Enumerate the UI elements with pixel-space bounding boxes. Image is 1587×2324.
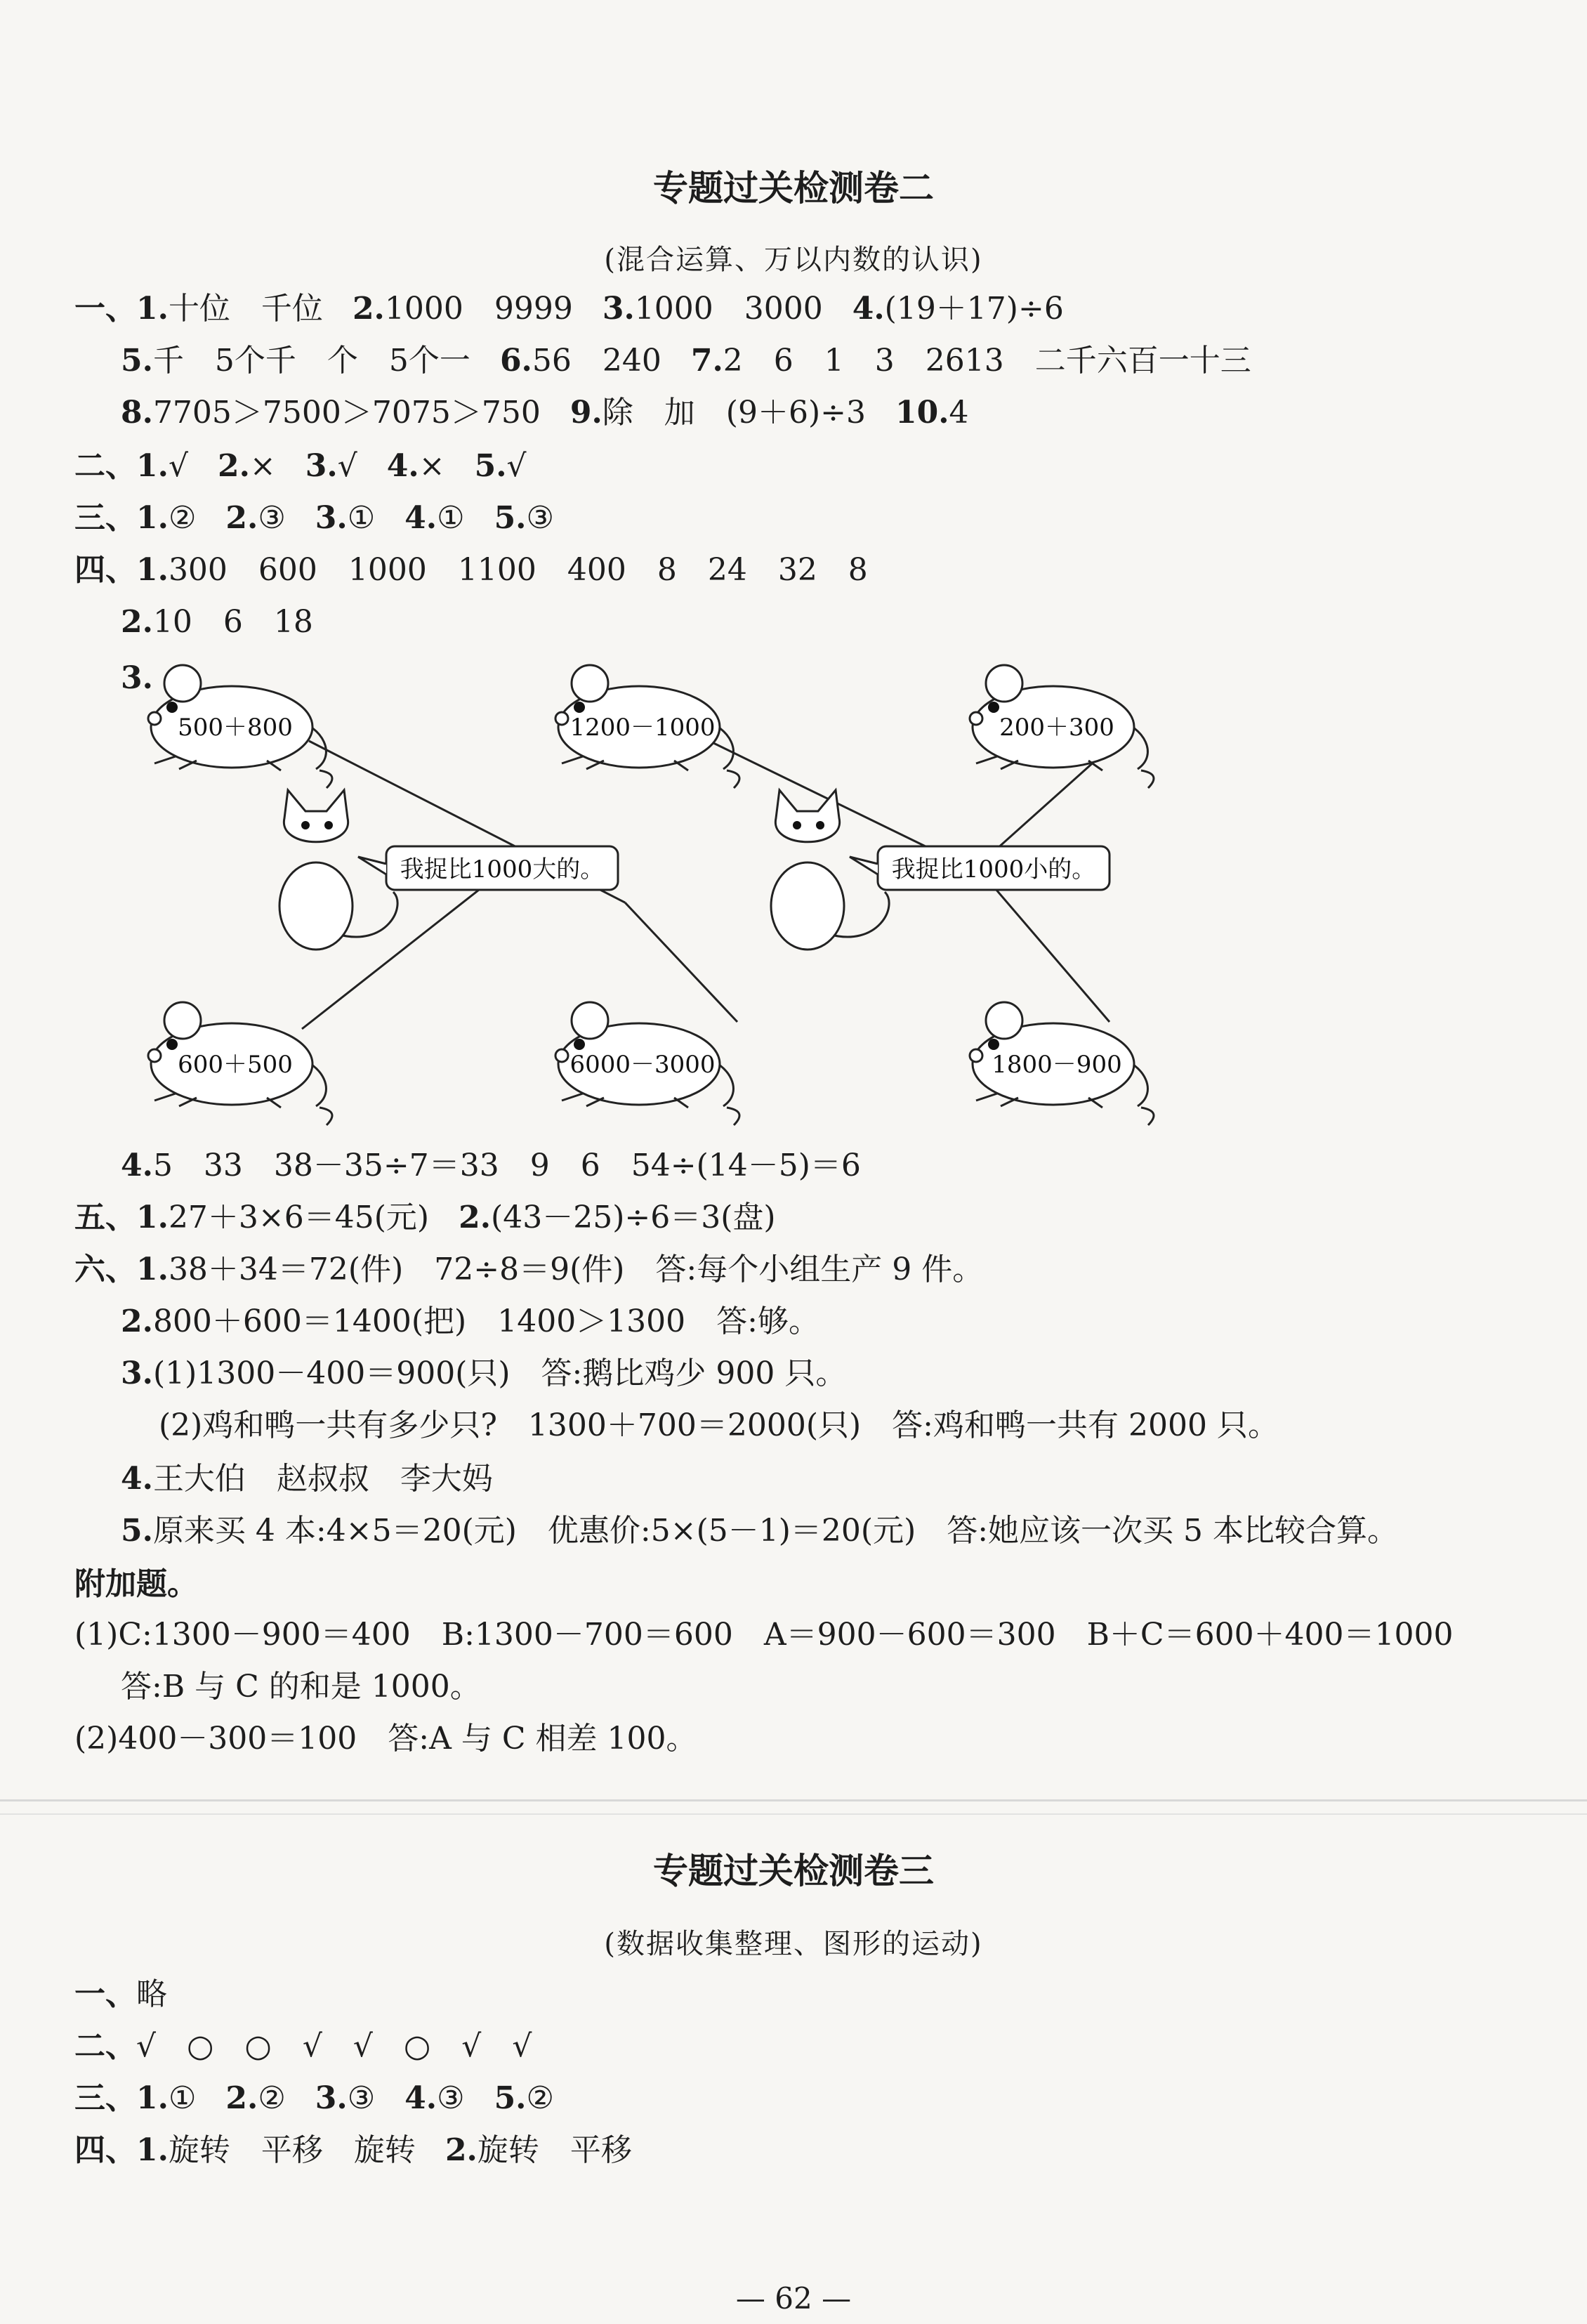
cat-right <box>771 790 1109 950</box>
cat-left <box>279 790 618 950</box>
q-num: 5. <box>494 2080 527 2116</box>
mouse-top-1 <box>148 665 332 788</box>
answer: 千 5个千 个 5个一 <box>152 343 470 379</box>
s6-line-5 <box>121 1461 493 1497</box>
cat-body <box>279 862 353 950</box>
q-num: 1. <box>136 1200 169 1235</box>
answer: ③ <box>347 2080 376 2116</box>
q-num: 1. <box>136 552 169 588</box>
answer: 除 加 (9＋6)÷3 <box>602 395 866 431</box>
cat-body <box>771 862 844 950</box>
extra-line-1: (1)C:1300－900＝400 B:1300－700＝600 A＝900－600＝300 B＋C＝600＋400＝1000 <box>74 1617 1454 1653</box>
q-num: 6. <box>499 343 532 379</box>
answer: 38＋34＝72(件) 72÷8＝9(件) 答:每个小组生产 9 件。 <box>168 1252 984 1287</box>
extra-line-3: (2)400－300＝100 答:A 与 C 相差 100。 <box>74 1721 697 1757</box>
s4-line-1 <box>74 552 868 588</box>
p3-line-3 <box>74 2080 554 2116</box>
q-num: 2. <box>225 2080 258 2116</box>
q-num: 8. <box>121 395 153 431</box>
speech-bubble-tail <box>358 857 386 874</box>
extra-label: 附加题。 <box>74 1566 198 1602</box>
s6-line-2 <box>121 1306 819 1337</box>
section-subtitle-3: (数据收集整理、图形的运动) <box>604 1928 983 1960</box>
mouse-bottom-2 <box>555 1002 739 1125</box>
mouse-eye <box>988 702 999 713</box>
cat-eye <box>301 821 310 829</box>
answer: 1000 3000 <box>634 291 823 327</box>
s6-line-1 <box>74 1254 983 1285</box>
answer: 略 <box>136 1976 167 2012</box>
s6-line-6 <box>121 1513 1399 1549</box>
mouse-nose <box>970 1049 982 1062</box>
s4-line-2 <box>121 604 313 640</box>
connector-line <box>983 874 1109 1022</box>
cat-speech: 我捉比1000小的。 <box>891 855 1096 884</box>
answer: ① <box>437 500 465 536</box>
mouse-top-2 <box>555 665 739 788</box>
answer: ③ <box>258 500 286 536</box>
answer: √ ○ ○ √ √ ○ √ √ <box>136 2028 532 2064</box>
q-num: 5. <box>474 448 507 484</box>
page-number: — 62 — <box>735 2281 852 2316</box>
s5-line <box>74 1202 776 1233</box>
q-num: 2. <box>217 448 250 484</box>
answer: 56 240 <box>532 343 661 379</box>
mouse-expression: 1200－1000 <box>569 714 716 742</box>
answer: 旋转 平移 <box>477 2132 632 2168</box>
answer: 10 6 18 <box>152 604 313 640</box>
cat-head <box>775 790 839 842</box>
answer: √ <box>168 448 188 484</box>
s4-line-4 <box>121 1150 861 1181</box>
q-num: 4. <box>386 448 419 484</box>
mouse-eye <box>166 702 178 713</box>
q-num: 3. <box>315 500 348 536</box>
s3-line <box>74 500 554 536</box>
section-label: 四、 <box>74 552 136 588</box>
answer: 300 600 1000 1100 400 8 24 32 8 <box>168 552 868 588</box>
q-num: 7. <box>690 343 723 379</box>
cat-eye <box>816 821 824 829</box>
section-label: 六、 <box>74 1252 136 1287</box>
q-num: 1. <box>136 500 169 536</box>
q-num: 1. <box>136 2132 169 2168</box>
p3-line-2 <box>74 2028 532 2064</box>
q-num: 5. <box>121 343 153 379</box>
answer: 十位 千位 <box>168 291 323 327</box>
divider <box>0 1799 1587 1801</box>
section-title-2: 专题过关检测卷二 <box>653 168 934 209</box>
mouse-ear <box>572 1002 608 1039</box>
section-label: 一、 <box>74 1976 136 2012</box>
answer: √ <box>337 448 357 484</box>
q-num: 4. <box>404 500 437 536</box>
section-label: 四、 <box>74 2132 136 2168</box>
answer: 1000 9999 <box>384 291 573 327</box>
mouse-bottom-1 <box>148 1002 332 1125</box>
answer: ② <box>526 2080 554 2116</box>
s2-line <box>74 448 527 484</box>
mouse-nose <box>148 1049 161 1062</box>
mouse-ear <box>572 665 608 702</box>
s1-line-1 <box>74 291 1064 327</box>
mouse-eye <box>574 702 585 713</box>
q-num: 4. <box>121 1461 153 1497</box>
answer: ② <box>168 500 197 536</box>
section-label: 三、 <box>74 2080 136 2116</box>
mice-cats-figure <box>133 643 1229 1134</box>
q-num: 4. <box>404 2080 437 2116</box>
q-num: 2. <box>445 2132 478 2168</box>
cat-eye <box>793 821 801 829</box>
answer: × <box>249 448 276 484</box>
answer: (1)1300－400＝900(只) 答:鹅比鸡少 900 只。 <box>152 1355 847 1391</box>
answer: 2 6 1 3 2613 二千六百一十三 <box>723 343 1251 379</box>
mouse-ear <box>164 665 201 702</box>
extra-line-2: 答:B 与 C 的和是 1000。 <box>121 1669 481 1705</box>
mouse-bottom-3 <box>970 1002 1154 1125</box>
mouse-expression: 6000－3000 <box>569 1051 716 1079</box>
s1-line-3 <box>121 395 969 431</box>
answer: 旋转 平移 旋转 <box>168 2132 416 2168</box>
answer: 4 <box>949 395 969 431</box>
answer: 27＋3×6＝45(元) <box>168 1200 430 1235</box>
mouse-nose <box>148 712 161 725</box>
q-num: 3. <box>315 2080 348 2116</box>
q-num: 1. <box>136 2080 169 2116</box>
section-label: 二、 <box>74 448 136 484</box>
mouse-nose <box>970 712 982 725</box>
q-num: 1. <box>136 1252 169 1287</box>
mouse-eye <box>574 1039 585 1050</box>
answer: 5 33 38－35÷7＝33 9 6 54÷(14－5)＝6 <box>152 1148 861 1183</box>
p3-line-4 <box>74 2132 632 2168</box>
answer: × <box>419 448 445 484</box>
p3-line-1 <box>74 1976 167 2012</box>
mouse-ear <box>986 1002 1022 1039</box>
mouse-expression: 200＋300 <box>999 714 1114 742</box>
cat-head <box>284 790 348 842</box>
q-num: 2. <box>121 604 153 640</box>
speech-bubble-tail <box>850 857 878 874</box>
answer: ② <box>258 2080 286 2116</box>
mouse-eye <box>166 1039 178 1050</box>
mouse-ear <box>986 665 1022 702</box>
q-num: 4. <box>852 291 885 327</box>
connector-line <box>625 902 737 1022</box>
mouse-eye <box>988 1039 999 1050</box>
answer: 王大伯 赵叔叔 李大妈 <box>152 1461 493 1497</box>
q-num: 10. <box>895 395 949 431</box>
q-num: 1. <box>136 448 169 484</box>
answer: ① <box>168 2080 197 2116</box>
mouse-nose <box>555 712 568 725</box>
mouse-ear <box>164 1002 201 1039</box>
s1-line-2 <box>121 343 1251 379</box>
divider <box>0 1813 1587 1815</box>
answer: 800＋600＝1400(把) 1400＞1300 答:够。 <box>152 1304 819 1339</box>
s6-line-3 <box>121 1355 847 1391</box>
section-label: 三、 <box>74 500 136 536</box>
answer: ① <box>347 500 376 536</box>
section-label: 一、 <box>74 291 136 327</box>
mouse-nose <box>555 1049 568 1062</box>
q-num: 1. <box>136 291 169 327</box>
answer: (19＋17)÷6 <box>884 291 1064 327</box>
q-num: 2. <box>225 500 258 536</box>
q-num: 5. <box>494 500 527 536</box>
section-label: 二、 <box>74 2028 136 2064</box>
q-num: 5. <box>121 1513 153 1549</box>
mouse-top-3 <box>970 665 1154 788</box>
mouse-expression: 600＋500 <box>178 1051 293 1079</box>
section-subtitle-2: (混合运算、万以内数的认识) <box>604 244 983 276</box>
q-num: 4. <box>121 1148 153 1183</box>
q-num: 3. <box>602 291 635 327</box>
q-num: 2. <box>352 291 385 327</box>
q-num: 3. <box>121 1355 153 1391</box>
section-label: 五、 <box>74 1200 136 1235</box>
section-title-3: 专题过关检测卷三 <box>653 1851 934 1891</box>
s4-q3-num: 3. <box>121 660 153 696</box>
cat-speech: 我捉比1000大的。 <box>400 855 605 884</box>
answer: ③ <box>526 500 554 536</box>
answer: 原来买 4 本:4×5＝20(元) 优惠价:5×(5－1)＝20(元) 答:她应该一次买 5 本比较合算。 <box>152 1513 1399 1549</box>
q-num: 2. <box>459 1200 492 1235</box>
answer: ③ <box>437 2080 465 2116</box>
answer: 7705＞7500＞7075＞750 <box>152 395 541 431</box>
answer: √ <box>506 448 527 484</box>
cat-eye <box>324 821 333 829</box>
mouse-expression: 500＋800 <box>178 714 293 742</box>
q-num: 2. <box>121 1304 153 1339</box>
mouse-expression: 1800－900 <box>992 1051 1122 1079</box>
q-num: 3. <box>305 448 338 484</box>
q-num: 9. <box>569 395 602 431</box>
s6-line-4: (2)鸡和鸭一共有多少只? 1300＋700＝2000(只) 答:鸡和鸭一共有 2000 只。 <box>159 1407 1279 1443</box>
answer: (43－25)÷6＝3(盘) <box>491 1200 776 1235</box>
